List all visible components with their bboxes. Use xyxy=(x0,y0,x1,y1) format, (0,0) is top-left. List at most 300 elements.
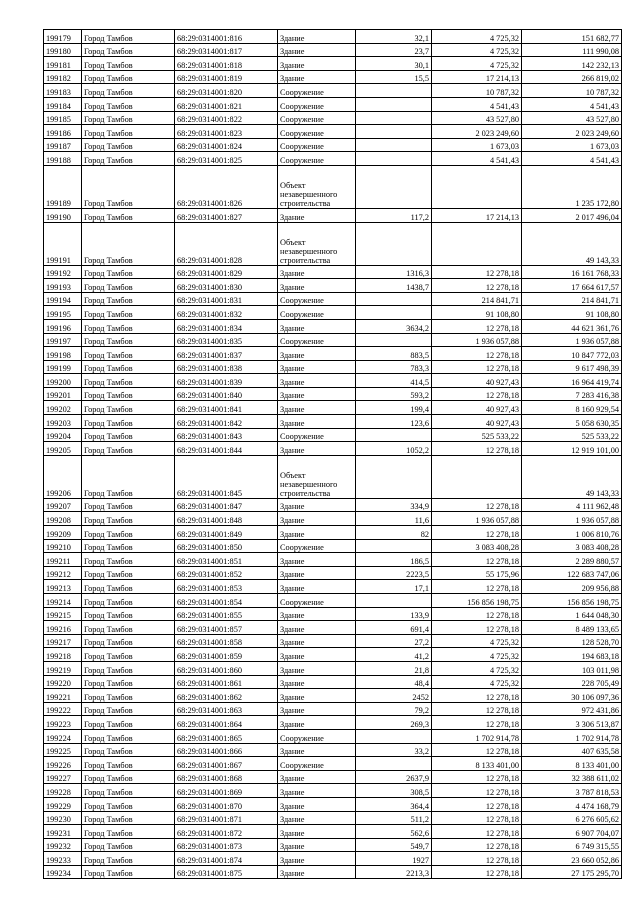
city-cell: Город Тамбов xyxy=(82,84,175,98)
row-number-cell: 199182 xyxy=(44,70,82,84)
row-number-cell: 199201 xyxy=(44,387,82,401)
object-type-cell: Здание xyxy=(278,57,356,71)
object-type-cell: Здание xyxy=(278,30,356,44)
area-cell xyxy=(356,306,432,320)
cadastral-value-cell: 128 528,70 xyxy=(522,634,622,648)
city-cell: Город Тамбов xyxy=(82,152,175,166)
city-cell: Город Тамбов xyxy=(82,648,175,662)
specific-value-cell xyxy=(432,222,522,265)
specific-value-cell: 12 278,18 xyxy=(432,442,522,456)
city-cell: Город Тамбов xyxy=(82,455,175,498)
object-type-cell: Здание xyxy=(278,825,356,839)
specific-value-cell: 12 278,18 xyxy=(432,319,522,333)
specific-value-cell: 3 083 408,28 xyxy=(432,539,522,553)
table-row xyxy=(44,743,622,757)
area-cell: 549,7 xyxy=(356,838,432,852)
row-number-cell: 199226 xyxy=(44,757,82,771)
object-type-cell: Здание xyxy=(278,743,356,757)
cadastral-value-cell: 1 235 172,80 xyxy=(522,165,622,208)
city-cell: Город Тамбов xyxy=(82,865,175,879)
city-cell: Город Тамбов xyxy=(82,580,175,594)
cadastral-value-cell: 44 621 361,76 xyxy=(522,319,622,333)
specific-value-cell: 17 214,13 xyxy=(432,208,522,222)
cadastral-value-cell: 27 175 295,70 xyxy=(522,865,622,879)
table-row xyxy=(44,729,622,743)
object-type-cell: Сооружение xyxy=(278,333,356,347)
specific-value-cell: 1 936 057,88 xyxy=(432,333,522,347)
cadastral-number-cell: 68:29:0314001:849 xyxy=(175,526,278,540)
table-row xyxy=(44,689,622,703)
object-type-cell: Здание xyxy=(278,865,356,879)
city-cell: Город Тамбов xyxy=(82,442,175,456)
row-number-cell: 199205 xyxy=(44,442,82,456)
specific-value-cell xyxy=(432,455,522,498)
cadastral-number-cell: 68:29:0314001:868 xyxy=(175,770,278,784)
cadastral-number-cell: 68:29:0314001:862 xyxy=(175,689,278,703)
object-type-cell: Здание xyxy=(278,526,356,540)
area-cell: 783,3 xyxy=(356,360,432,374)
city-cell: Город Тамбов xyxy=(82,770,175,784)
specific-value-cell: 12 278,18 xyxy=(432,743,522,757)
cadastral-number-cell: 68:29:0314001:844 xyxy=(175,442,278,456)
cadastral-value-cell: 43 527,80 xyxy=(522,111,622,125)
city-cell: Город Тамбов xyxy=(82,607,175,621)
cadastral-value-cell: 972 431,86 xyxy=(522,702,622,716)
object-type-cell: Здание xyxy=(278,442,356,456)
cadastral-value-cell: 3 306 513,87 xyxy=(522,716,622,730)
specific-value-cell xyxy=(432,165,522,208)
area-cell: 308,5 xyxy=(356,784,432,798)
row-number-cell: 199227 xyxy=(44,770,82,784)
area-cell: 32,1 xyxy=(356,30,432,44)
table-body xyxy=(44,30,622,879)
object-type-cell: Здание xyxy=(278,661,356,675)
cadastral-number-cell: 68:29:0314001:851 xyxy=(175,553,278,567)
row-number-cell: 199183 xyxy=(44,84,82,98)
cadastral-number-cell: 68:29:0314001:831 xyxy=(175,292,278,306)
cadastral-value-cell: 1 673,03 xyxy=(522,138,622,152)
cadastral-value-cell: 8 489 133,65 xyxy=(522,621,622,635)
city-cell: Город Тамбов xyxy=(82,852,175,866)
city-cell: Город Тамбов xyxy=(82,539,175,553)
area-cell: 133,9 xyxy=(356,607,432,621)
specific-value-cell: 2 023 249,60 xyxy=(432,125,522,139)
cadastral-number-cell: 68:29:0314001:820 xyxy=(175,84,278,98)
object-type-cell: Сооружение xyxy=(278,594,356,608)
object-type-cell: Здание xyxy=(278,811,356,825)
object-type-cell: Здание xyxy=(278,634,356,648)
row-number-cell: 199213 xyxy=(44,580,82,594)
city-cell: Город Тамбов xyxy=(82,374,175,388)
cadastral-number-cell: 68:29:0314001:860 xyxy=(175,661,278,675)
area-cell xyxy=(356,165,432,208)
table-row xyxy=(44,770,622,784)
cadastral-number-cell: 68:29:0314001:827 xyxy=(175,208,278,222)
table-row xyxy=(44,30,622,44)
row-number-cell: 199212 xyxy=(44,566,82,580)
row-number-cell: 199181 xyxy=(44,57,82,71)
cadastral-number-cell: 68:29:0314001:821 xyxy=(175,97,278,111)
cadastral-value-cell: 4 474 168,79 xyxy=(522,797,622,811)
area-cell: 23,7 xyxy=(356,43,432,57)
row-number-cell: 199197 xyxy=(44,333,82,347)
cadastral-value-cell: 30 106 097,36 xyxy=(522,689,622,703)
table-row xyxy=(44,138,622,152)
city-cell: Город Тамбов xyxy=(82,757,175,771)
area-cell xyxy=(356,125,432,139)
area-cell: 117,2 xyxy=(356,208,432,222)
city-cell: Город Тамбов xyxy=(82,165,175,208)
city-cell: Город Тамбов xyxy=(82,811,175,825)
area-cell: 79,2 xyxy=(356,702,432,716)
cadastral-number-cell: 68:29:0314001:854 xyxy=(175,594,278,608)
table-row xyxy=(44,306,622,320)
table-row xyxy=(44,360,622,374)
table-row xyxy=(44,265,622,279)
object-type-cell: Сооружение xyxy=(278,306,356,320)
row-number-cell: 199232 xyxy=(44,838,82,852)
row-number-cell: 199193 xyxy=(44,279,82,293)
table-row xyxy=(44,512,622,526)
specific-value-cell: 4 725,32 xyxy=(432,30,522,44)
cadastral-number-cell: 68:29:0314001:848 xyxy=(175,512,278,526)
table-row xyxy=(44,152,622,166)
object-type-cell: Объект незавершенного строительства xyxy=(278,455,356,498)
city-cell: Город Тамбов xyxy=(82,30,175,44)
cadastral-value-cell: 194 683,18 xyxy=(522,648,622,662)
cadastral-value-cell: 5 058 630,35 xyxy=(522,415,622,429)
city-cell: Город Тамбов xyxy=(82,784,175,798)
cadastral-number-cell: 68:29:0314001:861 xyxy=(175,675,278,689)
cadastral-value-cell: 10 847 772,03 xyxy=(522,347,622,361)
area-cell: 2637,9 xyxy=(356,770,432,784)
cadastral-value-cell: 156 856 198,75 xyxy=(522,594,622,608)
cadastral-value-cell: 266 819,02 xyxy=(522,70,622,84)
table-row xyxy=(44,621,622,635)
city-cell: Город Тамбов xyxy=(82,387,175,401)
cadastral-number-cell: 68:29:0314001:871 xyxy=(175,811,278,825)
object-type-cell: Здание xyxy=(278,607,356,621)
table-row xyxy=(44,566,622,580)
area-cell xyxy=(356,138,432,152)
table-row xyxy=(44,675,622,689)
specific-value-cell: 12 278,18 xyxy=(432,811,522,825)
specific-value-cell: 12 278,18 xyxy=(432,865,522,879)
object-type-cell: Здание xyxy=(278,374,356,388)
city-cell: Город Тамбов xyxy=(82,594,175,608)
table-row xyxy=(44,498,622,512)
specific-value-cell: 12 278,18 xyxy=(432,580,522,594)
area-cell xyxy=(356,222,432,265)
object-type-cell: Здание xyxy=(278,621,356,635)
cadastral-value-cell: 16 161 768,33 xyxy=(522,265,622,279)
city-cell: Город Тамбов xyxy=(82,360,175,374)
row-number-cell: 199179 xyxy=(44,30,82,44)
cadastral-number-cell: 68:29:0314001:866 xyxy=(175,743,278,757)
table-row xyxy=(44,319,622,333)
cadastral-value-cell: 16 964 419,74 xyxy=(522,374,622,388)
area-cell: 2213,3 xyxy=(356,865,432,879)
city-cell: Город Тамбов xyxy=(82,797,175,811)
area-cell: 1438,7 xyxy=(356,279,432,293)
table-row xyxy=(44,634,622,648)
cadastral-number-cell: 68:29:0314001:853 xyxy=(175,580,278,594)
cadastral-number-cell: 68:29:0314001:824 xyxy=(175,138,278,152)
table-row xyxy=(44,648,622,662)
row-number-cell: 199221 xyxy=(44,689,82,703)
table-row xyxy=(44,292,622,306)
cadastral-value-cell: 214 841,71 xyxy=(522,292,622,306)
specific-value-cell: 12 278,18 xyxy=(432,360,522,374)
cadastral-number-cell: 68:29:0314001:819 xyxy=(175,70,278,84)
row-number-cell: 199209 xyxy=(44,526,82,540)
specific-value-cell: 4 541,43 xyxy=(432,152,522,166)
area-cell: 186,5 xyxy=(356,553,432,567)
city-cell: Город Тамбов xyxy=(82,621,175,635)
cadastral-number-cell: 68:29:0314001:870 xyxy=(175,797,278,811)
table-row xyxy=(44,111,622,125)
cadastral-number-cell: 68:29:0314001:828 xyxy=(175,222,278,265)
row-number-cell: 199200 xyxy=(44,374,82,388)
specific-value-cell: 525 533,22 xyxy=(432,428,522,442)
cadastral-value-cell: 2 289 880,57 xyxy=(522,553,622,567)
cadastral-value-cell: 525 533,22 xyxy=(522,428,622,442)
specific-value-cell: 12 278,18 xyxy=(432,526,522,540)
city-cell: Город Тамбов xyxy=(82,634,175,648)
area-cell: 82 xyxy=(356,526,432,540)
area-cell: 1316,3 xyxy=(356,265,432,279)
area-cell: 199,4 xyxy=(356,401,432,415)
object-type-cell: Здание xyxy=(278,553,356,567)
city-cell: Город Тамбов xyxy=(82,729,175,743)
cadastral-number-cell: 68:29:0314001:865 xyxy=(175,729,278,743)
city-cell: Город Тамбов xyxy=(82,716,175,730)
row-number-cell: 199190 xyxy=(44,208,82,222)
object-type-cell: Сооружение xyxy=(278,111,356,125)
city-cell: Город Тамбов xyxy=(82,526,175,540)
cadastral-number-cell: 68:29:0314001:845 xyxy=(175,455,278,498)
table-row xyxy=(44,401,622,415)
city-cell: Город Тамбов xyxy=(82,838,175,852)
cadastral-number-cell: 68:29:0314001:816 xyxy=(175,30,278,44)
cadastral-number-cell: 68:29:0314001:818 xyxy=(175,57,278,71)
specific-value-cell: 12 278,18 xyxy=(432,702,522,716)
specific-value-cell: 4 541,43 xyxy=(432,97,522,111)
table-row xyxy=(44,279,622,293)
cadastral-number-cell: 68:29:0314001:837 xyxy=(175,347,278,361)
table-row xyxy=(44,811,622,825)
cadastral-value-cell: 12 919 101,00 xyxy=(522,442,622,456)
cadastral-value-cell: 1 702 914,78 xyxy=(522,729,622,743)
specific-value-cell: 12 278,18 xyxy=(432,784,522,798)
cadastral-value-cell: 122 683 747,06 xyxy=(522,566,622,580)
cadastral-number-cell: 68:29:0314001:826 xyxy=(175,165,278,208)
cadastral-value-cell: 103 011,98 xyxy=(522,661,622,675)
row-number-cell: 199223 xyxy=(44,716,82,730)
table-row xyxy=(44,442,622,456)
cadastral-value-cell: 209 956,88 xyxy=(522,580,622,594)
specific-value-cell: 12 278,18 xyxy=(432,852,522,866)
cadastral-number-cell: 68:29:0314001:858 xyxy=(175,634,278,648)
cadastral-value-cell: 8 133 401,00 xyxy=(522,757,622,771)
cadastral-value-cell: 1 644 048,30 xyxy=(522,607,622,621)
object-type-cell: Здание xyxy=(278,716,356,730)
city-cell: Город Тамбов xyxy=(82,825,175,839)
city-cell: Город Тамбов xyxy=(82,97,175,111)
cadastral-number-cell: 68:29:0314001:832 xyxy=(175,306,278,320)
table-row xyxy=(44,57,622,71)
table-row xyxy=(44,838,622,852)
cadastral-value-cell: 228 705,49 xyxy=(522,675,622,689)
specific-value-cell: 156 856 198,75 xyxy=(432,594,522,608)
cadastral-number-cell: 68:29:0314001:873 xyxy=(175,838,278,852)
row-number-cell: 199220 xyxy=(44,675,82,689)
row-number-cell: 199222 xyxy=(44,702,82,716)
row-number-cell: 199184 xyxy=(44,97,82,111)
table-row xyxy=(44,526,622,540)
table-row xyxy=(44,125,622,139)
specific-value-cell: 12 278,18 xyxy=(432,387,522,401)
area-cell: 21,8 xyxy=(356,661,432,675)
cadastral-value-cell: 49 143,33 xyxy=(522,222,622,265)
cadastral-value-cell: 4 111 962,48 xyxy=(522,498,622,512)
object-type-cell: Здание xyxy=(278,43,356,57)
row-number-cell: 199199 xyxy=(44,360,82,374)
cadastral-number-cell: 68:29:0314001:859 xyxy=(175,648,278,662)
object-type-cell: Здание xyxy=(278,689,356,703)
area-cell xyxy=(356,111,432,125)
cadastral-number-cell: 68:29:0314001:825 xyxy=(175,152,278,166)
specific-value-cell: 12 278,18 xyxy=(432,265,522,279)
area-cell xyxy=(356,594,432,608)
row-number-cell: 199189 xyxy=(44,165,82,208)
row-number-cell: 199196 xyxy=(44,319,82,333)
cadastral-value-cell: 9 617 498,39 xyxy=(522,360,622,374)
table-row xyxy=(44,757,622,771)
row-number-cell: 199191 xyxy=(44,222,82,265)
row-number-cell: 199206 xyxy=(44,455,82,498)
specific-value-cell: 12 278,18 xyxy=(432,607,522,621)
row-number-cell: 199195 xyxy=(44,306,82,320)
row-number-cell: 199230 xyxy=(44,811,82,825)
object-type-cell: Сооружение xyxy=(278,125,356,139)
table-row xyxy=(44,208,622,222)
area-cell xyxy=(356,539,432,553)
row-number-cell: 199211 xyxy=(44,553,82,567)
specific-value-cell: 1 936 057,88 xyxy=(432,512,522,526)
city-cell: Город Тамбов xyxy=(82,306,175,320)
row-number-cell: 199207 xyxy=(44,498,82,512)
area-cell: 27,2 xyxy=(356,634,432,648)
object-type-cell: Здание xyxy=(278,566,356,580)
cadastral-value-cell: 151 682,77 xyxy=(522,30,622,44)
area-cell: 123,6 xyxy=(356,415,432,429)
table-row xyxy=(44,553,622,567)
city-cell: Город Тамбов xyxy=(82,689,175,703)
cadastral-number-cell: 68:29:0314001:850 xyxy=(175,539,278,553)
cadastral-value-cell: 8 160 929,54 xyxy=(522,401,622,415)
city-cell: Город Тамбов xyxy=(82,675,175,689)
cadastral-number-cell: 68:29:0314001:852 xyxy=(175,566,278,580)
row-number-cell: 199233 xyxy=(44,852,82,866)
city-cell: Город Тамбов xyxy=(82,292,175,306)
area-cell: 48,4 xyxy=(356,675,432,689)
specific-value-cell: 12 278,18 xyxy=(432,621,522,635)
area-cell: 17,1 xyxy=(356,580,432,594)
cadastral-number-cell: 68:29:0314001:875 xyxy=(175,865,278,879)
cadastral-value-cell: 6 907 704,07 xyxy=(522,825,622,839)
table-row xyxy=(44,387,622,401)
area-cell: 1052,2 xyxy=(356,442,432,456)
object-type-cell: Здание xyxy=(278,512,356,526)
object-type-cell: Здание xyxy=(278,208,356,222)
object-type-cell: Здание xyxy=(278,580,356,594)
specific-value-cell: 40 927,43 xyxy=(432,374,522,388)
object-type-cell: Здание xyxy=(278,319,356,333)
cadastral-number-cell: 68:29:0314001:840 xyxy=(175,387,278,401)
cadastral-value-cell: 2 023 249,60 xyxy=(522,125,622,139)
specific-value-cell: 40 927,43 xyxy=(432,415,522,429)
specific-value-cell: 4 725,32 xyxy=(432,661,522,675)
table-row xyxy=(44,702,622,716)
table-row xyxy=(44,97,622,111)
city-cell: Город Тамбов xyxy=(82,138,175,152)
cadastral-number-cell: 68:29:0314001:823 xyxy=(175,125,278,139)
cadastral-number-cell: 68:29:0314001:834 xyxy=(175,319,278,333)
table-row xyxy=(44,865,622,879)
area-cell xyxy=(356,333,432,347)
object-type-cell: Объект незавершенного строительства xyxy=(278,165,356,208)
specific-value-cell: 8 133 401,00 xyxy=(432,757,522,771)
city-cell: Город Тамбов xyxy=(82,401,175,415)
row-number-cell: 199208 xyxy=(44,512,82,526)
row-number-cell: 199185 xyxy=(44,111,82,125)
cadastral-number-cell: 68:29:0314001:857 xyxy=(175,621,278,635)
city-cell: Город Тамбов xyxy=(82,333,175,347)
area-cell: 691,4 xyxy=(356,621,432,635)
row-number-cell: 199219 xyxy=(44,661,82,675)
specific-value-cell: 12 278,18 xyxy=(432,838,522,852)
row-number-cell: 199202 xyxy=(44,401,82,415)
specific-value-cell: 12 278,18 xyxy=(432,553,522,567)
cadastral-number-cell: 68:29:0314001:817 xyxy=(175,43,278,57)
cadastral-value-cell: 23 660 052,86 xyxy=(522,852,622,866)
table-row xyxy=(44,607,622,621)
object-type-cell: Здание xyxy=(278,70,356,84)
object-type-cell: Здание xyxy=(278,279,356,293)
cadastral-value-cell: 91 108,80 xyxy=(522,306,622,320)
cadastral-value-cell: 6 749 315,55 xyxy=(522,838,622,852)
cadastral-number-cell: 68:29:0314001:843 xyxy=(175,428,278,442)
specific-value-cell: 4 725,32 xyxy=(432,43,522,57)
specific-value-cell: 214 841,71 xyxy=(432,292,522,306)
cadastral-number-cell: 68:29:0314001:867 xyxy=(175,757,278,771)
table-row xyxy=(44,455,622,498)
object-type-cell: Здание xyxy=(278,387,356,401)
row-number-cell: 199217 xyxy=(44,634,82,648)
object-type-cell: Здание xyxy=(278,415,356,429)
specific-value-cell: 4 725,32 xyxy=(432,675,522,689)
table-row xyxy=(44,716,622,730)
area-cell: 1927 xyxy=(356,852,432,866)
area-cell xyxy=(356,757,432,771)
cadastral-value-cell: 4 541,43 xyxy=(522,97,622,111)
specific-value-cell: 4 725,32 xyxy=(432,634,522,648)
area-cell: 15,5 xyxy=(356,70,432,84)
area-cell: 334,9 xyxy=(356,498,432,512)
cadastral-value-cell: 7 283 416,38 xyxy=(522,387,622,401)
object-type-cell: Здание xyxy=(278,838,356,852)
